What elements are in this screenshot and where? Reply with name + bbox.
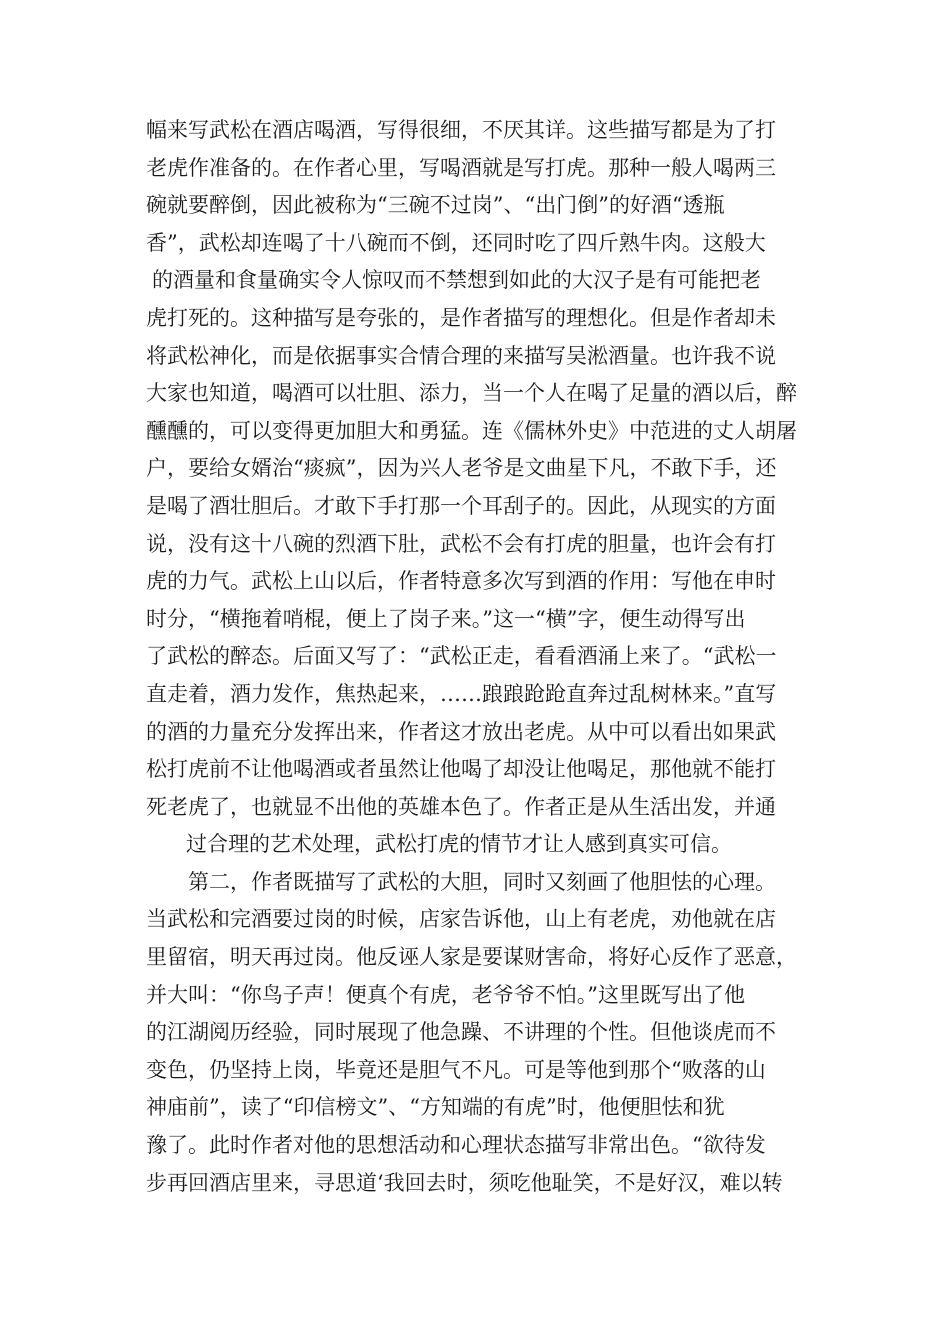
paragraph-start-line: 第二，作者既描写了武松的大胆，同时又刻画了他胆怯的心理。 [188,869,776,894]
text-line: 将武松神化，而是依据事实合情合理的来描写吴淞酒量。也许我不说 [146,343,776,368]
text-line: 并大叫：“你鸟子声！便真个有虎，老爷爷不怕。”这里既写出了他 [146,982,745,1007]
text-line: 当武松和完酒要过岗的时候，店家告诉他，山上有老虎，劝他就在店 [146,907,776,932]
text-line: 的酒量和食量确实令人惊叹而不禁想到如此的大汉子是有可能把老 [152,268,761,293]
text-line: 直走着，酒力发作，焦热起来，……踉踉跄跄直奔过乱树林来。”直写 [146,681,777,706]
text-line: 神庙前”，读了“印信榜文”、“方知端的有虎”时，他便胆怯和犹 [146,1095,725,1120]
text-line: 幅来写武松在酒店喝酒，写得很细，不厌其详。这些描写都是为了打 [146,118,776,142]
text-line: 大家也知道，喝酒可以壮胆、添力，当一个人在喝了足量的酒以后，醉 [146,381,797,406]
body-text [146,112,816,1202]
text-line: 香”，武松却连喝了十八碗而不倒，还同时吃了四斤熟牛肉。这般大 [146,230,766,255]
text-line: 变色，仍坚持上岗，毕竟还是胆气不凡。可是等他到那个“败落的山 [146,1057,766,1082]
text-line: 虎的力气。武松上山以后，作者特意多次写到酒的作用：写他在申时 [146,569,776,594]
text-line: 虎打死的。这种描写是夸张的，是作者描写的理想化。但是作者却未 [146,305,776,330]
text-line: 时分，“横拖着哨棍，便上了岗子来。”这一“横”字，便生动得写出 [146,606,746,631]
text-line: 豫了。此时作者对他的思想活动和心理状态描写非常出色。“欲待发 [146,1133,766,1158]
text-line: 过合理的艺术处理，武松打虎的情节才让人感到真实可信。 [186,832,732,857]
text-line: 户，要给女婿治“痰疯”，因为兴人老爷是文曲星下凡，不敢下手，还 [146,456,777,481]
text-line: 松打虎前不让他喝酒或者虽然让他喝了却没让他喝足，那他就不能打 [146,757,776,782]
text-line: 说，没有这十八碗的烈酒下肚，武松不会有打虎的胆量，也许会有打 [146,531,776,556]
text-line: 醺醺的，可以变得更加胆大和勇猛。连《儒林外史》中范进的丈人胡屠 [146,418,797,443]
text-line: 的酒的力量充分发挥出来，作者这才放出老虎。从中可以看出如果武 [146,719,776,744]
text-line: 了武松的醉态。后面又写了：“武松正走，看看酒涌上来了。“武松一 [146,644,777,669]
text-line: 老虎作准备的。在作者心里，写喝酒就是写打虎。那种一般人喝两三 [146,155,776,180]
text-line: 步再回酒店里来，寻思道‘我回去时，须吃他耻笑，不是好汉，难以转 [146,1170,783,1195]
text-line: 是喝了酒壮胆后。才敢下手打那一个耳刮子的。因此，从现实的方面 [146,493,776,518]
text-line: 碗就要醉倒，因此被称为“三碗不过岗”、“出门倒”的好酒“透瓶 [146,193,725,218]
text-line: 里留宿，明天再过岗。他反诬人家是要谋财害命，将好心反作了恶意， [146,945,797,970]
text-line: 死老虎了，也就显不出他的英雄本色了。作者正是从生活出发，并通 [146,794,776,819]
text-line: 的江湖阅历经验，同时展现了他急躁、不讲理的个性。但他谈虎而不 [146,1020,776,1045]
